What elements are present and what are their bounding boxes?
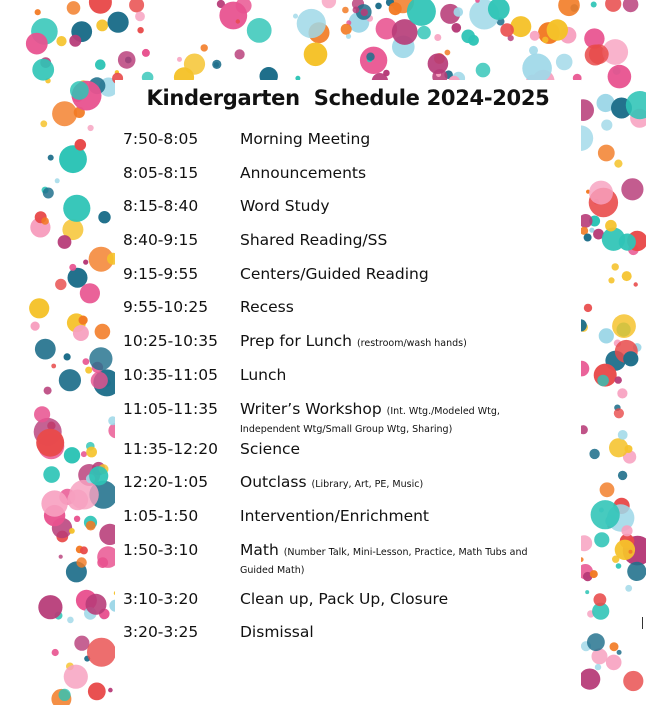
confetti-dot xyxy=(616,563,622,569)
confetti-dot xyxy=(434,34,441,41)
confetti-dot xyxy=(461,30,475,44)
confetti-dot xyxy=(606,655,622,671)
schedule-activity-cell xyxy=(240,502,563,530)
schedule-time: 11:05-11:35 xyxy=(123,399,218,418)
confetti-dot xyxy=(360,47,387,74)
confetti-dot xyxy=(304,43,328,67)
confetti-dot xyxy=(43,466,60,483)
confetti-dot xyxy=(67,617,74,624)
schedule-row xyxy=(123,618,563,652)
schedule-note: (Int. Wtg./Modeled Wtg, Independent Wtg/Small Group Wtg, Sharing) xyxy=(240,405,500,435)
text-cursor xyxy=(642,617,643,629)
confetti-dot xyxy=(591,2,597,8)
confetti-dot xyxy=(43,188,54,199)
confetti-dot xyxy=(55,279,66,290)
confetti-dot xyxy=(389,2,402,15)
confetti-dot xyxy=(547,19,568,40)
confetti-dot xyxy=(617,388,627,398)
confetti-dot xyxy=(584,234,592,242)
schedule-row xyxy=(123,468,563,502)
confetti-dot xyxy=(29,298,49,318)
confetti-dot xyxy=(614,408,624,418)
confetti-dot xyxy=(625,445,633,453)
schedule-activity: Intervention/Enrichment xyxy=(240,506,430,525)
confetti-dot xyxy=(59,555,63,559)
confetti-dot xyxy=(584,304,592,312)
confetti-dot xyxy=(69,264,76,271)
schedule-activity: Writer’s Workshop xyxy=(240,399,382,418)
confetti-dot xyxy=(64,447,80,463)
confetti-dot xyxy=(69,35,81,47)
confetti-dot xyxy=(522,54,552,84)
schedule-activity-cell xyxy=(240,125,563,153)
confetti-dot xyxy=(589,449,599,459)
confetti-dot xyxy=(623,351,638,366)
confetti-dot xyxy=(622,271,632,281)
schedule-activity: Math xyxy=(240,540,279,559)
confetti-dot xyxy=(67,1,81,15)
confetti-dot xyxy=(598,145,615,162)
confetti-dot xyxy=(235,49,245,59)
schedule-time: 8:40-9:15 xyxy=(123,231,199,250)
schedule-time: 3:20-3:25 xyxy=(123,623,199,642)
confetti-dot xyxy=(375,3,382,10)
confetti-dot xyxy=(614,160,622,168)
schedule-time: 3:10-3:20 xyxy=(123,589,199,608)
schedule-row xyxy=(123,435,563,469)
schedule-activity-cell xyxy=(240,435,563,463)
schedule-activity-cell xyxy=(240,260,563,288)
confetti-dot xyxy=(91,372,108,389)
confetti-dot xyxy=(608,277,614,283)
schedule-activity: Clean up, Pack Up, Closure xyxy=(240,589,449,608)
confetti-dot xyxy=(142,49,150,57)
confetti-dot xyxy=(417,26,430,39)
confetti-dot xyxy=(30,322,39,331)
confetti-dot xyxy=(597,375,609,387)
confetti-dot xyxy=(69,528,75,534)
schedule-row xyxy=(123,125,563,159)
confetti-dot xyxy=(74,516,80,522)
schedule-activity: Announcements xyxy=(240,163,367,182)
confetti-dot xyxy=(585,590,589,594)
confetti-dot xyxy=(81,451,87,457)
confetti-dot xyxy=(95,324,111,340)
confetti-dot xyxy=(476,63,491,78)
schedule-time: 10:25-10:35 xyxy=(123,332,218,351)
schedule-row xyxy=(123,260,563,294)
schedule-activity: Science xyxy=(240,439,301,458)
confetti-dot xyxy=(76,557,86,567)
schedule-row xyxy=(123,585,563,619)
confetti-dot xyxy=(68,268,88,288)
confetti-dot xyxy=(361,9,368,16)
confetti-dot xyxy=(247,18,272,43)
schedule-row xyxy=(123,293,563,327)
schedule-activity-cell xyxy=(240,159,563,187)
confetti-dot xyxy=(108,12,129,33)
confetti-dot xyxy=(600,482,615,497)
schedule-time: 10:35-11:05 xyxy=(123,365,218,384)
confetti-dot xyxy=(86,594,107,615)
confetti-dot xyxy=(510,16,531,37)
confetti-dot xyxy=(629,550,633,554)
confetti-dot xyxy=(589,44,609,64)
schedule-activity-cell xyxy=(240,536,563,578)
confetti-dot xyxy=(96,20,108,32)
schedule-row xyxy=(123,502,563,536)
confetti-dot xyxy=(595,664,601,670)
confetti-dot xyxy=(177,57,182,62)
confetti-dot xyxy=(89,347,112,370)
confetti-dot xyxy=(621,178,643,200)
confetti-dot xyxy=(88,683,106,701)
schedule-time: 1:05-1:50 xyxy=(123,506,199,525)
confetti-dot xyxy=(56,36,66,46)
confetti-dot xyxy=(70,81,89,100)
confetti-dot xyxy=(610,642,619,651)
confetti-dot xyxy=(623,0,639,12)
confetti-dot xyxy=(52,101,77,126)
confetti-dot xyxy=(59,369,81,391)
schedule-activity: Recess xyxy=(240,298,294,317)
confetti-dot xyxy=(383,70,390,77)
confetti-dot xyxy=(542,37,548,43)
schedule-activity-cell xyxy=(240,468,563,496)
confetti-dot xyxy=(594,532,609,547)
confetti-dot xyxy=(98,211,110,223)
schedule-row xyxy=(123,226,563,260)
confetti-dot xyxy=(64,353,71,360)
confetti-dot xyxy=(621,525,632,536)
confetti-dot xyxy=(445,50,451,56)
confetti-dot xyxy=(500,23,514,37)
confetti-dot xyxy=(40,120,47,127)
schedule-activity-cell xyxy=(240,226,563,254)
confetti-dot xyxy=(634,282,638,286)
confetti-dot xyxy=(83,358,90,365)
schedule-list xyxy=(123,125,563,652)
confetti-dot xyxy=(35,339,56,360)
schedule-time: 9:55-10:25 xyxy=(123,298,209,317)
confetti-dot xyxy=(589,181,613,205)
confetti-dot xyxy=(129,0,144,13)
confetti-dot xyxy=(605,0,621,12)
schedule-activity: Prep for Lunch xyxy=(240,332,353,351)
confetti-dot xyxy=(89,0,112,14)
confetti-dot xyxy=(85,367,92,374)
confetti-dot xyxy=(591,500,620,529)
confetti-dot xyxy=(619,234,636,251)
confetti-dot xyxy=(341,24,352,35)
confetti-dot xyxy=(32,59,54,81)
confetti-dot xyxy=(58,235,72,249)
confetti-dot xyxy=(64,665,88,689)
confetti-dot xyxy=(608,65,632,89)
confetti-dot xyxy=(587,633,605,651)
schedule-activity-cell xyxy=(240,293,563,321)
confetti-dot xyxy=(236,19,240,23)
schedule-time: 1:50-3:10 xyxy=(123,540,199,559)
schedule-row xyxy=(123,361,563,395)
confetti-dot xyxy=(618,430,628,440)
confetti-dot xyxy=(118,51,136,69)
confetti-dot xyxy=(594,593,607,606)
schedule-activity-cell xyxy=(240,395,563,437)
confetti-dot xyxy=(36,429,64,457)
confetti-dot xyxy=(627,562,646,581)
confetti-dot xyxy=(59,689,71,701)
confetti-dot xyxy=(80,283,100,303)
confetti-dot xyxy=(601,120,612,131)
confetti-dot xyxy=(86,447,97,458)
confetti-dot xyxy=(615,376,622,383)
confetti-dot xyxy=(41,490,67,516)
schedule-activity: Centers/Guided Reading xyxy=(240,264,429,283)
confetti-dot xyxy=(623,671,643,691)
confetti-dot xyxy=(428,53,449,74)
schedule-row xyxy=(123,192,563,226)
schedule-activity-cell xyxy=(240,618,563,646)
confetti-dot xyxy=(89,466,108,485)
confetti-dot xyxy=(52,649,59,656)
schedule-time: 7:50-8:05 xyxy=(123,130,199,148)
confetti-dot xyxy=(558,0,580,16)
confetti-dot xyxy=(26,33,48,55)
confetti-dot xyxy=(353,6,360,13)
confetti-dot xyxy=(346,34,351,39)
confetti-dot xyxy=(617,650,622,655)
confetti-dot xyxy=(44,387,52,395)
confetti-dot xyxy=(293,14,298,19)
confetti-dot xyxy=(41,217,49,225)
schedule-activity: Dismissal xyxy=(240,623,314,642)
confetti-dot xyxy=(605,220,617,232)
confetti-dot xyxy=(35,9,41,15)
confetti-dot xyxy=(590,570,598,578)
schedule-row xyxy=(123,395,563,435)
page-title: Kindergarten Schedule 2024-2025 xyxy=(146,86,550,110)
schedule-activity-cell xyxy=(240,192,563,220)
confetti-dot xyxy=(108,688,113,693)
schedule-activity-cell xyxy=(240,327,563,355)
schedule-row xyxy=(123,327,563,361)
schedule-activity: Outclass xyxy=(240,473,307,492)
confetti-dot xyxy=(342,7,349,14)
confetti-dot xyxy=(366,53,374,61)
confetti-dot xyxy=(219,2,247,30)
confetti-dot xyxy=(63,195,90,222)
confetti-dot xyxy=(38,595,62,619)
confetti-dot xyxy=(201,44,208,51)
schedule-row xyxy=(123,536,563,585)
confetti-dot xyxy=(55,178,60,183)
confetti-dot xyxy=(322,0,336,8)
schedule-time: 8:15-8:40 xyxy=(123,197,199,216)
confetti-dot xyxy=(612,314,636,338)
schedule-note: (restroom/wash hands) xyxy=(356,338,467,350)
confetti-dot xyxy=(88,125,94,131)
confetti-dot xyxy=(452,23,462,33)
confetti-dot xyxy=(79,316,88,325)
schedule-time: 8:05-8:15 xyxy=(123,163,199,182)
schedule-activity: Lunch xyxy=(240,365,287,384)
schedule-activity: Morning Meeting xyxy=(240,130,371,148)
confetti-dot xyxy=(618,471,627,480)
confetti-dot xyxy=(95,59,106,70)
confetti-dot xyxy=(75,139,87,151)
confetti-dot xyxy=(556,54,573,71)
confetti-dot xyxy=(625,585,632,592)
schedule-row xyxy=(123,159,563,193)
confetti-dot xyxy=(530,31,540,41)
schedule-note: (Number Talk, Mini-Lesson, Practice, Math Tubs and Guided Math) xyxy=(240,546,528,576)
confetti-dot xyxy=(297,9,326,38)
schedule-activity-cell xyxy=(240,361,563,389)
schedule-time: 12:20-1:05 xyxy=(123,473,209,492)
schedule-time: 9:15-9:55 xyxy=(123,264,199,283)
confetti-dot xyxy=(612,263,619,270)
confetti-dot xyxy=(48,155,54,161)
schedule-activity: Word Study xyxy=(240,197,330,216)
confetti-dot xyxy=(73,325,89,341)
confetti-dot xyxy=(83,260,88,265)
confetti-dot xyxy=(80,546,88,554)
schedule-time: 11:35-12:20 xyxy=(123,439,218,458)
confetti-dot xyxy=(34,406,50,422)
confetti-dot xyxy=(599,328,614,343)
confetti-dot xyxy=(86,521,96,531)
confetti-dot xyxy=(615,540,635,560)
confetti-dot xyxy=(137,27,143,33)
schedule-activity-cell xyxy=(240,585,563,613)
confetti-dot xyxy=(214,62,219,67)
schedule-note: (Library, Art, PE, Music) xyxy=(311,479,424,491)
confetti-dot xyxy=(74,636,89,651)
confetti-dot xyxy=(454,7,464,17)
confetti-dot xyxy=(579,669,600,690)
confetti-dot xyxy=(135,12,145,22)
confetti-dot xyxy=(51,364,56,369)
schedule-activity: Shared Reading/SS xyxy=(240,231,388,250)
confetti-dot xyxy=(87,638,116,667)
